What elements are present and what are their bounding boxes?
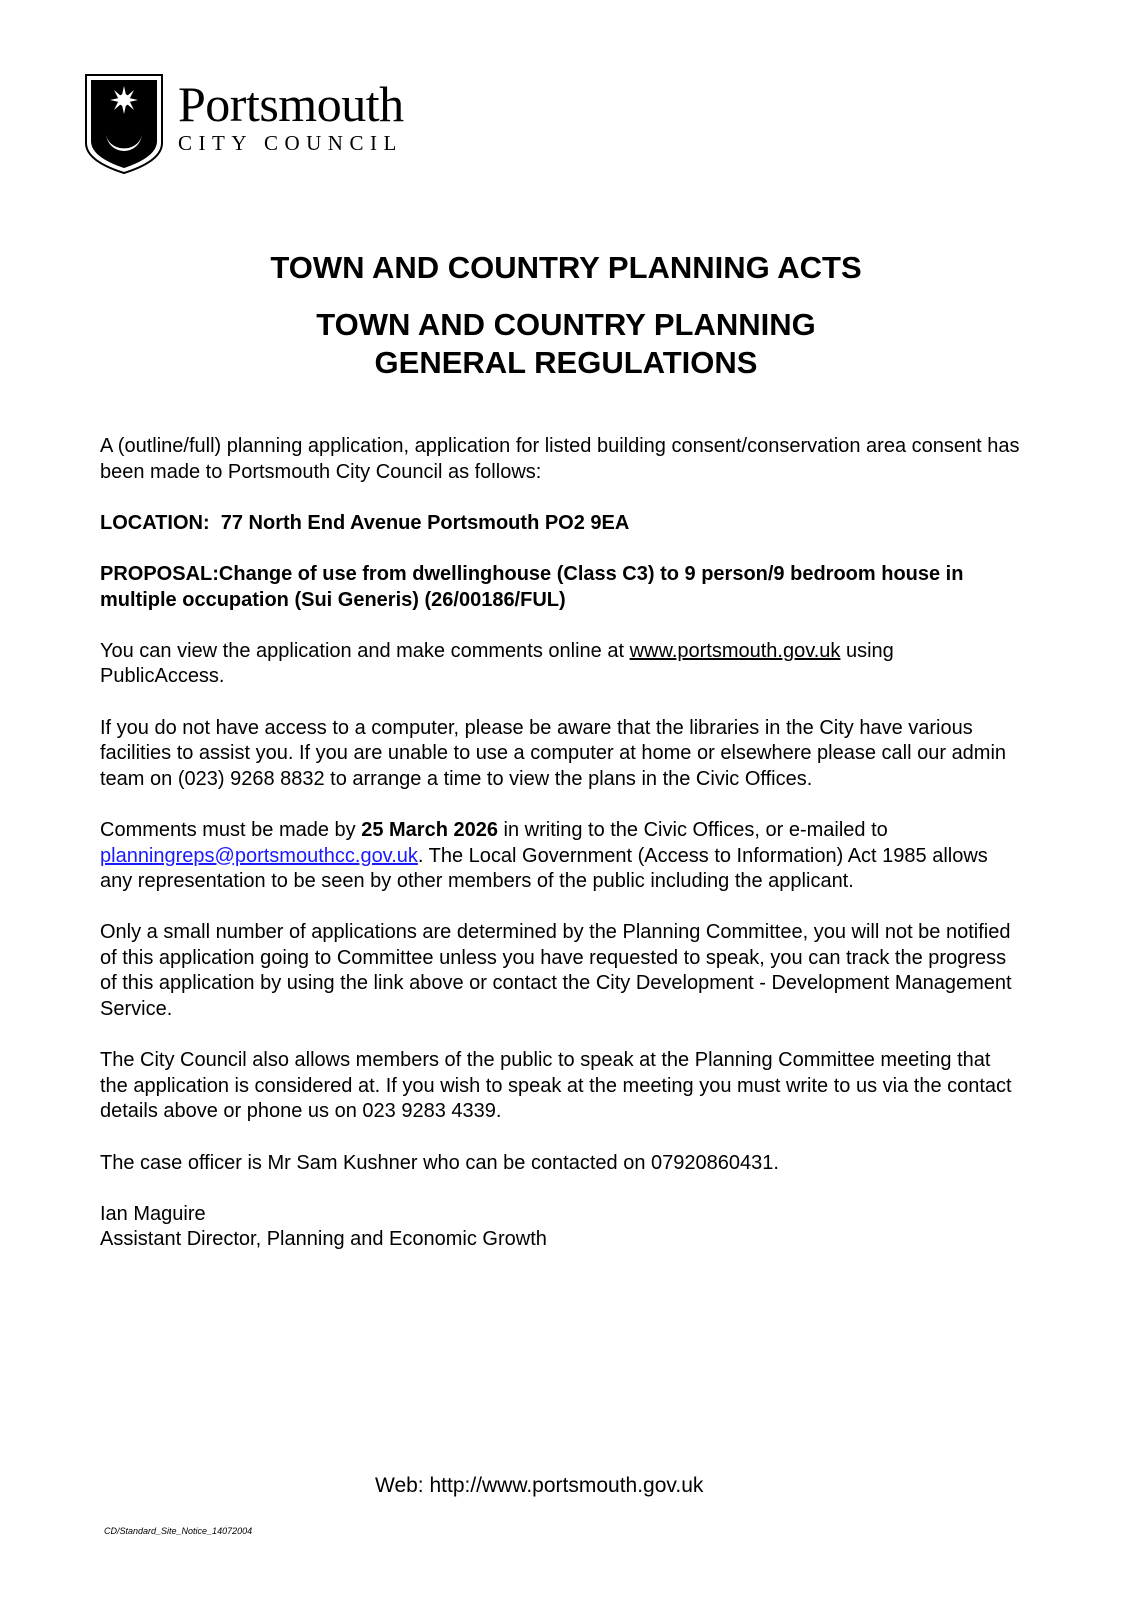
location-label: LOCATION: — [100, 511, 210, 534]
proposal-line — [100, 562, 1020, 613]
portsmouth-website-link[interactable]: www.portsmouth.gov.uk — [629, 639, 841, 662]
officer-paragraph: The case officer is Mr Sam Kushner who can be contacted on 07920860431. — [100, 1151, 779, 1174]
comments-text: Comments must be made by — [100, 818, 362, 841]
comments-text-end: . The Local Government (Access to Information) Act 1985 allows any representation to be seen by other members of the public including the applicant. — [100, 844, 988, 893]
logo-name: Portsmouth — [178, 76, 404, 132]
council-logo — [84, 73, 404, 175]
signatory-name: Ian Maguire — [100, 1202, 206, 1225]
logo-subtitle: CITY COUNCIL — [178, 131, 403, 155]
shield-crest-icon — [84, 73, 164, 175]
location-value: 77 North End Avenue Portsmouth PO2 9EA — [220, 511, 630, 534]
location-line — [100, 511, 1020, 537]
footer-web: Web: http://www.portsmouth.gov.uk — [375, 1474, 704, 1497]
view-paragraph — [100, 639, 1020, 690]
planning-email-link[interactable]: planningreps@portsmouthcc.gov.uk — [100, 844, 418, 867]
proposal-label: PROPOSAL: — [100, 562, 219, 585]
computer-paragraph: If you do not have access to a computer, please be aware that the libraries in the City have various facilities to assist you. If you are unable to use a computer at home or elsewhere please call our admin team on (023) 9268 8832 to arrange a time to view the plans in the Civic Offices. — [100, 716, 1007, 790]
signatory-title: Assistant Director, Planning and Economic Growth — [100, 1228, 547, 1251]
view-text: You can view the application and make comments online at — [100, 639, 630, 662]
committee-paragraph: Only a small number of applications are determined by the Planning Committee, you will not be notified of this application going to Committee unless you have requested to speak, you can track the progress of this application by using the link above or contact the City Development - Development Management Service. — [100, 921, 1012, 1021]
heading-regulations-2: GENERAL REGULATIONS — [374, 345, 758, 380]
intro-paragraph: A (outline/full) planning application, application for listed building consent/conservation area consent has been made to Portsmouth City Council as follows: — [100, 435, 1020, 483]
footer-reference: CD/Standard_Site_Notice_14072004 — [104, 1526, 253, 1536]
heading-acts: TOWN AND COUNTRY PLANNING ACTS — [270, 250, 862, 285]
speak-paragraph: The City Council also allows members of the public to speak at the Planning Committee meeting that the application is considered at. If you wish to speak at the meeting you must write to us via the contact details above or phone us on 023 9283 4339. — [100, 1049, 1012, 1123]
comments-deadline: 25 March 2026 — [361, 818, 498, 841]
view-text-end: using PublicAccess. — [100, 639, 894, 688]
proposal-value: Change of use from dwellinghouse (Class C3) to 9 person/9 bedroom house in multiple occupation (Sui Generis) (26/00186/FUL) — [100, 562, 964, 611]
heading-regulations-1: TOWN AND COUNTRY PLANNING — [316, 307, 816, 342]
comments-text-mid: in writing to the Civic Offices, or e-mailed to — [497, 818, 888, 841]
comments-paragraph — [100, 818, 1020, 895]
notice-body — [100, 434, 1020, 1253]
